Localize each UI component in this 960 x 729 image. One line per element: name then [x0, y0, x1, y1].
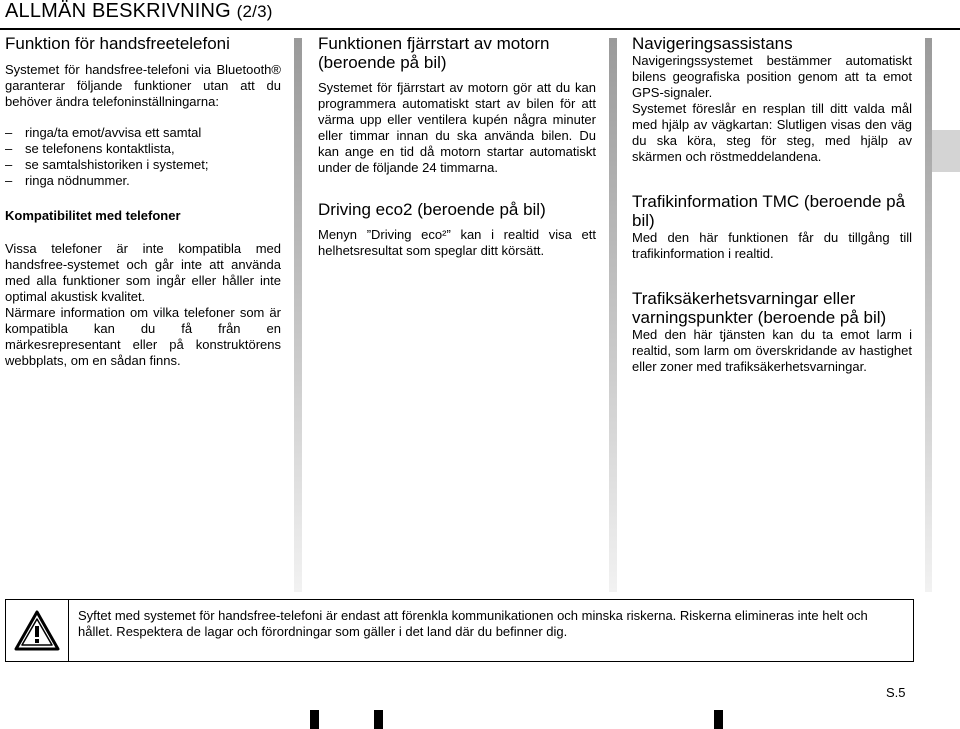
list-item: – ringa/ta emot/avvisa ett samtal	[5, 125, 281, 141]
list-item: – se samtalshistoriken i systemet;	[5, 157, 281, 173]
compatibility-paragraph-2: Närmare information om vilka telefoner som är kompatibla kan du få från en märkesrepresentant eller på konstruktörens webbplats, om en sådan finns.	[5, 305, 281, 368]
column-separator	[294, 38, 302, 592]
tmc-paragraph: Med den här funktionen får du tillgång till trafikinformation i realtid.	[632, 230, 912, 261]
section-heading-remote-start: Funktionen fjärrstart av motorn (beroende på bil)	[318, 34, 550, 72]
column-remote-start	[318, 34, 596, 259]
page-title	[5, 0, 273, 23]
driving-eco-paragraph: Menyn ”Driving eco²” kan i realtid visa ett helhetsresultat som speglar ditt körsätt.	[318, 227, 596, 258]
list-item: – se telefonens kontaktlista,	[5, 141, 281, 157]
list-item: – ringa nödnummer.	[5, 173, 281, 189]
print-mark	[374, 710, 383, 729]
compatibility-paragraph-1: Vissa telefoner är inte kompatibla med handsfree-systemet och går inte att använda med alla funktioner som ingår eller håller inte optimal akustisk kvalitet.	[5, 241, 281, 304]
warning-triangle-icon	[14, 610, 60, 652]
print-mark	[310, 710, 319, 729]
section-tab-marker	[932, 130, 960, 172]
section-heading-safety-warnings: Trafiksäkerhetsvarningar eller varningspunkter (beroende på bil)	[632, 289, 887, 327]
handsfree-feature-list	[5, 125, 281, 189]
section-heading-navigation: Navigeringsassistans	[632, 34, 793, 53]
page-title-part: (2/3)	[236, 2, 273, 21]
remote-start-paragraph: Systemet för fjärrstart av motorn gör att du kan programmera automatiskt start av bilen för att värma upp eller ventilera kupén några minuter eller timmar innan du ska använda bilen. Du kan ange en tid då motorn startar automatiskt under de följande 24 timmarna.	[318, 80, 596, 175]
navigation-paragraph-2: Systemet föreslår en resplan till ditt valda mål med hjälp av vägkartan: Slutligen visas den väg du ska köra, steg för steg, med hjälp av skärmen och röstmeddelandena.	[632, 101, 912, 164]
page-title-text: ALLMÄN BESKRIVNING	[5, 0, 231, 22]
handsfree-intro: Systemet för handsfree-telefoni via Bluetooth® garanterar följande funktioner utan att du behöver ändra telefoninställningarna:	[5, 62, 281, 109]
navigation-paragraph-1: Navigeringssystemet bestämmer automatiskt bilens geografiska position genom att ta emot GPS-signaler.	[632, 53, 912, 100]
print-mark	[714, 710, 723, 729]
section-heading-tmc: Trafikinformation TMC (beroende på bil)	[632, 192, 906, 230]
warning-box	[5, 599, 914, 662]
column-navigation	[632, 34, 912, 375]
sub-heading-compatibility: Kompatibilitet med telefoner	[5, 208, 181, 223]
page-number: S.5	[886, 685, 906, 700]
column-separator	[925, 38, 932, 592]
header-rule	[0, 28, 960, 30]
column-separator	[609, 38, 617, 592]
section-heading-driving-eco: Driving eco2 (beroende på bil)	[318, 200, 546, 219]
warning-text: Syftet med systemet för handsfree-telefoni är endast att förenkla kommunikationen och minska riskerna. Riskerna elimineras inte helt och hållet. Respektera de lagar och förordningar som gäller i det land där du befinner dig.	[78, 608, 868, 639]
warning-icon-cell	[6, 600, 69, 661]
section-heading-handsfree: Funktion för handsfreetelefoni	[5, 34, 230, 53]
column-handsfree	[5, 34, 281, 369]
safety-warnings-paragraph: Med den här tjänsten kan du ta emot larm i realtid, som larm om överskridande av hastighet eller zoner med trafiksäkerhetsvarningar.	[632, 327, 912, 374]
